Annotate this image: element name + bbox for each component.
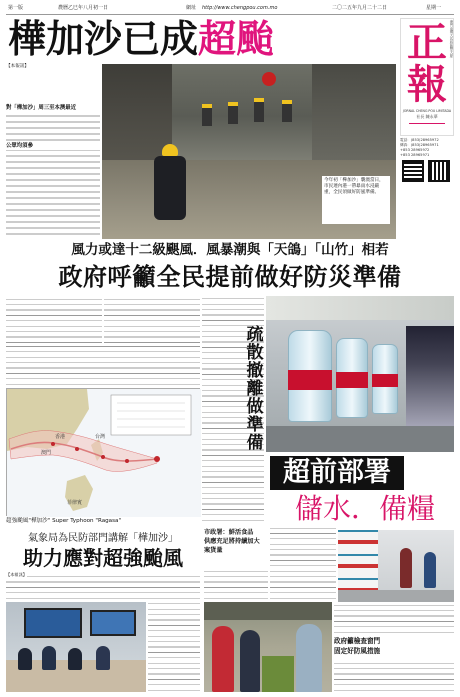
site-label: 網址: [186, 5, 197, 11]
map-label-hk: 香港: [55, 434, 66, 440]
stall-roof: [204, 602, 332, 620]
track-point: [51, 442, 55, 446]
caption-text: 今年初「樺加沙」襲澳當日，市民連內港一帶暴雨水浸嚴重，全民須做好防風準備。: [324, 178, 384, 195]
logo-char-zheng: 正: [407, 20, 447, 66]
masthead-bar: [6, 3, 454, 15]
hero-photo-flood: [102, 64, 396, 239]
lower-left-body-2: [148, 602, 200, 692]
byline: 【本報訊】: [6, 64, 29, 69]
lower-right-body-2: [270, 528, 336, 600]
qr-code-right[interactable]: [428, 160, 450, 182]
vertical-char: 準: [246, 415, 264, 435]
logo-decor: [409, 123, 445, 124]
vertical-char: 做: [246, 397, 264, 417]
qr-code-left[interactable]: [402, 160, 424, 182]
rescuer-helmet: [162, 144, 178, 156]
lower-left-byline: 【本報訊】: [6, 572, 27, 577]
weekday: 星期一: [426, 5, 442, 11]
vertical-char: 撤: [246, 361, 264, 381]
headline-black: 樺加沙已成: [8, 17, 199, 61]
article-body-left-3: [6, 344, 200, 386]
wall-screen: [90, 610, 136, 636]
lower-left-kicker: 氣象局為民防部門講解「樺加沙」: [28, 533, 178, 544]
top-story-column: [6, 64, 100, 238]
contact-line: 傳真：(853)28965971: [400, 143, 439, 147]
lower-right-body-1: [204, 566, 268, 600]
contact-line: +853 28965971: [400, 153, 430, 157]
feature-title-2: 儲水．備糧: [294, 492, 435, 525]
attendee: [96, 646, 110, 670]
top-story-body-1: [6, 112, 100, 142]
track-point: [75, 447, 79, 451]
logo-char-bao: 報: [407, 62, 447, 108]
shopper: [424, 552, 436, 588]
sub-headline-2: 政府呼籲全民提前做好防災準備: [58, 263, 402, 291]
rescue-team: [202, 98, 302, 128]
hero-photo-caption: [322, 176, 390, 224]
wall-screen: [24, 608, 82, 638]
map-caption: 超強颱風"樺加沙" Super Typhoon "Ragasa": [6, 518, 122, 524]
side-head-2: 固定好防風措施: [334, 647, 381, 655]
feature-title-1: 超前部署: [283, 457, 391, 488]
photo-market-inspection: [204, 602, 332, 692]
lower-right-kicker: 市政署：鮮活食品: [204, 529, 254, 536]
attendee: [42, 646, 56, 670]
lower-right-kicker-block: [204, 528, 268, 568]
team-member: [202, 104, 212, 126]
sub-headline-1: 風力或達十二級颶風．風暴潮與「天鴿」「山竹」相若: [71, 242, 389, 258]
attendee: [68, 648, 82, 670]
page-number: 第一版: [8, 5, 24, 11]
shelf-top: [266, 296, 454, 320]
contact-line: 澳門南灣大馬路匯豐大廈: [449, 20, 453, 58]
team-member: [254, 98, 264, 122]
contact-line: +853 28965972: [400, 148, 430, 152]
red-sign: [262, 72, 276, 86]
side-head-1: 政府籲檢查窗門: [334, 637, 381, 645]
legend-box: [111, 395, 191, 435]
building-right: [312, 64, 396, 164]
side-story-heading: [334, 636, 454, 656]
lunar-date: 農曆乙巳年八月初一日: [58, 5, 109, 11]
vertical-char: 備: [246, 433, 264, 453]
map-label-philippines: 菲律賓: [67, 500, 83, 506]
site-url[interactable]: http://www.chengpou.com.mo: [202, 5, 278, 11]
map-svg: [7, 389, 201, 517]
photo-supermarket-shelves: [338, 530, 454, 602]
photo-briefing-meeting: [6, 602, 146, 692]
logo-english: JORNAL CHENG POU LIMITADA: [402, 109, 452, 113]
bottle-label: [288, 370, 332, 390]
bottle-label: [372, 374, 398, 387]
contact-line: 電話：(853)28965972: [400, 138, 439, 142]
store-floor: [338, 590, 454, 602]
main-headline: [8, 16, 308, 62]
vertical-char: 離: [246, 379, 264, 399]
map-label-taiwan: 台灣: [95, 434, 106, 440]
lower-right-kicker-2: 供應充足將持續加大: [204, 538, 260, 545]
issue-date: 二〇二五年九月二十二日: [332, 5, 388, 11]
logo-sub: 社長 陳永華: [416, 114, 438, 119]
lower-left-body: [6, 572, 200, 600]
track-point: [125, 459, 129, 463]
produce-stall: [262, 656, 294, 692]
contact-block: [400, 138, 454, 194]
feature-title-box: [270, 456, 404, 490]
typhoon-track-map[interactable]: [6, 388, 200, 516]
top-story-lead: [6, 64, 100, 104]
vertical-heading: [244, 326, 266, 452]
typhoon-center: [154, 456, 160, 462]
vertical-char: 散: [246, 343, 264, 363]
subhead-1: 對「樺加沙」周三至本澳最近: [6, 105, 77, 111]
subhead-2: 公眾均須參: [6, 143, 33, 149]
lower-left-headline: 助力應對超強颱風: [23, 546, 183, 570]
official: [296, 624, 322, 692]
vertical-char: 疏: [246, 325, 264, 345]
rescuer-figure: [150, 144, 190, 239]
bottle-label: [336, 372, 368, 388]
photo-water-bottles: [266, 296, 454, 452]
team-member: [228, 102, 238, 124]
floor: [266, 426, 454, 452]
official: [212, 626, 234, 692]
shopper: [400, 548, 412, 588]
side-story-body-top: [334, 604, 454, 634]
headline-magenta: 超颱: [198, 17, 275, 61]
official: [240, 630, 260, 692]
attendee: [18, 648, 32, 670]
team-member: [282, 100, 292, 122]
top-story-body-2: [6, 150, 100, 236]
side-story-body: [334, 658, 454, 692]
lower-right-kicker-3: 案貨量: [204, 547, 223, 554]
rescuer-body: [154, 156, 186, 220]
track-point: [101, 455, 105, 459]
logo-side-text: [440, 20, 452, 78]
map-label-macau: 澳門: [41, 450, 52, 456]
